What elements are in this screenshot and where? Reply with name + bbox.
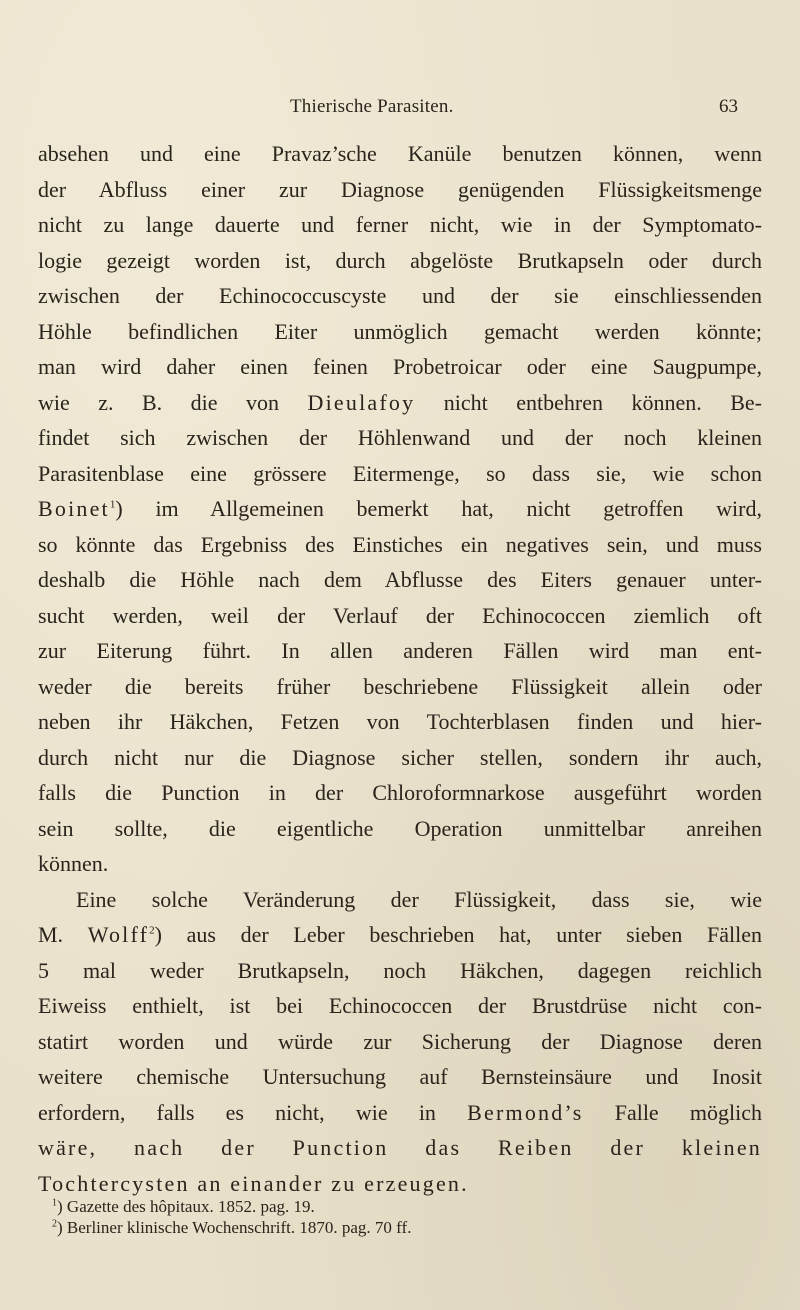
author-name-wolff: Wolff <box>87 922 150 947</box>
text-line: so könnte das Ergebniss des Einstiches ein negatives sein, und muss <box>38 531 762 557</box>
footnote-ref-1: 1 <box>109 498 116 511</box>
text-line <box>38 385 762 421</box>
text-line <box>38 1095 762 1131</box>
footnote-mark: 1 <box>52 1197 57 1209</box>
author-name-bermond: Bermond’s <box>467 1099 584 1125</box>
text-line: nicht zu lange dauerte und ferner nicht, wie in der Symptomato- <box>38 212 762 237</box>
text-line: absehen und eine Pravaz’sche Kanüle benutzen können, wenn <box>38 141 762 166</box>
footnote-text: ) Gazette des hôpitaux. 1852. pag. 19. <box>57 1197 315 1216</box>
text-segment: nicht entbehren können. Be- <box>415 389 762 415</box>
text-line: Eine solche Veränderung der Flüssigkeit, dass sie, wie <box>76 886 762 912</box>
page-number: 63 <box>719 96 738 117</box>
author-name-boinet: Boinet <box>38 496 110 521</box>
text-line: sein sollte, die eigentliche Operation unmittelbar anreihen <box>38 815 762 841</box>
text-line: statirt worden und würde zur Sicherung der Diagnose deren <box>38 1028 762 1054</box>
text-segment: Falle möglich <box>583 1099 763 1125</box>
footnote-mark: 2 <box>52 1218 57 1230</box>
running-head-title: Thierische Parasiten. <box>290 96 454 117</box>
author-name-dieulafoy: Dieulafoy <box>307 389 416 415</box>
text-segment: M. <box>38 922 88 947</box>
footnote-text: ) Berliner klinische Wochenschrift. 1870. pag. 70 ff. <box>57 1218 412 1237</box>
text-line: wäre, nach der Punction das Reiben der kleinen <box>38 1135 762 1160</box>
text-line <box>38 917 762 953</box>
text-line: logie gezeigt worden ist, durch abgelöste Brutkapseln oder durch <box>38 247 762 273</box>
footnotes <box>52 1196 752 1238</box>
text-line: weitere chemische Untersuchung auf Bernsteinsäure und Inosit <box>38 1064 762 1089</box>
text-line: falls die Punction in der Chloroformnarkose ausgeführt worden <box>38 780 762 805</box>
paragraph-1 <box>38 136 762 882</box>
text-segment: wie z. B. die von <box>38 389 308 415</box>
footnote-1 <box>52 1196 752 1217</box>
text-line: weder die bereits früher beschriebene Flüssigkeit allein oder <box>38 673 762 699</box>
text-line: Höhle befindlichen Eiter unmöglich gemacht werden könnte; <box>38 318 762 344</box>
text-line: Parasitenblase eine grössere Eitermenge, so dass sie, wie schon <box>38 460 762 486</box>
text-segment: ) im Allgemeinen bemerkt hat, nicht getroffen wird, <box>115 496 762 521</box>
text-segment: ) aus der Leber beschrieben hat, unter sieben Fällen <box>154 922 762 947</box>
text-line <box>38 491 762 527</box>
running-head <box>0 96 800 120</box>
body-text <box>38 136 762 1201</box>
paragraph-2 <box>38 882 762 1202</box>
text-line: zur Eiterung führt. In allen anderen Fällen wird man ent- <box>38 638 762 663</box>
text-line: zwischen der Echinococcuscyste und der sie einschliessenden <box>38 283 762 308</box>
text-line: neben ihr Häkchen, Fetzen von Tochterblasen finden und hier- <box>38 709 762 734</box>
text-line: man wird daher einen feinen Probetroicar oder eine Saugpumpe, <box>38 354 762 379</box>
text-line: können. <box>38 851 109 876</box>
text-line: der Abfluss einer zur Diagnose genügenden Flüssigkeitsmenge <box>38 176 762 202</box>
text-segment: erfordern, falls es nicht, wie in <box>38 1099 468 1125</box>
text-line: findet sich zwischen der Höhlenwand und der noch kleinen <box>38 425 762 450</box>
footnote-2 <box>52 1217 752 1238</box>
text-line: durch nicht nur die Diagnose sicher stellen, sondern ihr auch, <box>38 744 762 770</box>
text-line: deshalb die Höhle nach dem Abflusse des Eiters genauer unter- <box>38 567 762 592</box>
text-line: 5 mal weder Brutkapseln, noch Häkchen, dagegen reichlich <box>38 957 762 983</box>
text-line: sucht werden, weil der Verlauf der Echinococcen ziemlich oft <box>38 602 762 628</box>
footnote-ref-2: 2 <box>149 924 155 937</box>
text-line: Eiweiss enthielt, ist bei Echinococcen der Brustdrüse nicht con- <box>38 993 762 1018</box>
text-line: Tochtercysten an einander zu erzeugen. <box>38 1170 469 1196</box>
